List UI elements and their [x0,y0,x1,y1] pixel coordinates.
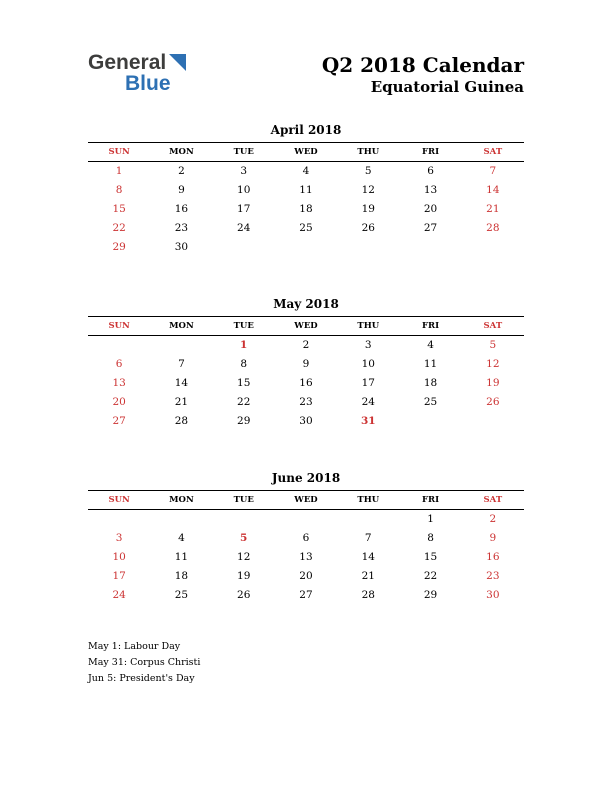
day-cell: 2 [489,513,497,526]
day-cell: 30 [486,589,500,602]
week-row [88,219,524,238]
month-table [88,316,524,431]
day-cell: 17 [237,203,251,216]
month-title: April 2018 [270,123,342,138]
holiday-notes [0,639,612,686]
empty-cell [275,238,337,257]
weekday-header: TUE [213,143,275,162]
day-cell: 28 [361,589,375,602]
day-cell: 9 [302,358,310,371]
day-cell: 28 [486,222,500,235]
day-cell: 17 [112,570,126,583]
day-cell: 5 [240,532,248,545]
holiday-note: May 1: Labour Day [88,641,181,653]
week-row [88,162,524,182]
day-cell: 6 [115,358,123,371]
month-section [88,297,524,431]
day-cell: 10 [361,358,375,371]
day-cell: 15 [423,551,438,564]
day-cell: 21 [174,396,189,409]
title-block [322,54,524,96]
day-cell: 28 [174,415,189,428]
page-subtitle: Equatorial Guinea [370,78,524,96]
day-cell: 26 [237,589,251,602]
day-cell: 4 [178,532,185,545]
month-table [88,490,524,605]
day-cell: 7 [178,358,185,371]
day-cell: 19 [237,570,251,583]
weekday-header: WED [275,317,337,336]
week-row [88,238,524,257]
day-cell: 21 [486,203,500,216]
day-cell: 26 [486,396,500,409]
weekday-header: FRI [399,491,461,510]
day-cell: 8 [115,184,123,197]
week-row [88,393,524,412]
day-cell: 2 [178,165,185,178]
weekday-header: TUE [213,317,275,336]
day-cell: 22 [423,570,438,583]
day-cell: 14 [174,377,189,390]
week-row [88,567,524,586]
week-row [88,200,524,219]
month-section [88,123,524,257]
empty-cell [150,510,212,530]
day-cell: 22 [112,222,126,235]
empty-cell [337,238,399,257]
week-row [88,181,524,200]
weekday-header-row [88,317,524,336]
day-cell: 13 [299,551,313,564]
day-cell: 1 [427,513,434,526]
day-cell: 9 [178,184,185,197]
empty-cell [337,510,399,530]
day-cell: 24 [112,589,126,602]
day-cell: 29 [237,415,251,428]
day-cell: 14 [361,551,375,564]
weekday-header: SUN [88,317,150,336]
holiday-note: May 31: Corpus Christi [88,656,201,668]
day-cell: 11 [174,551,189,564]
week-row [88,374,524,393]
day-cell: 19 [361,203,375,216]
week-row [88,548,524,567]
day-cell: 1 [240,339,248,352]
day-cell: 6 [427,165,434,178]
day-cell: 25 [174,589,189,602]
day-cell: 23 [299,396,313,409]
day-cell: 15 [237,377,251,390]
weekday-header-row [88,143,524,162]
day-cell: 10 [112,551,126,564]
weekday-header: WED [275,143,337,162]
day-cell: 26 [361,222,375,235]
weekday-header: MON [150,317,212,336]
day-cell: 16 [174,203,189,216]
day-cell: 1 [115,165,123,178]
day-cell: 9 [489,532,497,545]
day-cell: 13 [423,184,438,197]
empty-cell [399,238,461,257]
day-cell: 7 [489,165,497,178]
month-table [88,142,524,257]
empty-cell [88,336,150,356]
day-cell: 27 [299,589,313,602]
day-cell: 23 [174,222,189,235]
calendar-months [0,123,612,605]
week-row [88,412,524,431]
empty-cell [462,412,524,431]
weekday-header: SAT [462,143,524,162]
empty-cell [150,336,212,356]
weekday-header: FRI [399,317,461,336]
week-row [88,336,524,356]
day-cell: 18 [174,570,189,583]
day-cell: 5 [489,339,497,352]
day-cell: 12 [237,551,251,564]
day-cell: 16 [486,551,500,564]
month-title: June 2018 [271,471,341,486]
day-cell: 4 [302,165,310,178]
weekday-header: THU [337,143,399,162]
day-cell: 30 [299,415,313,428]
day-cell: 3 [240,165,248,178]
weekday-header: MON [150,491,212,510]
weekday-header: MON [150,143,212,162]
day-cell: 22 [237,396,251,409]
month-title: May 2018 [273,297,339,312]
day-cell: 10 [237,184,251,197]
day-cell: 16 [299,377,313,390]
day-cell: 20 [299,570,313,583]
day-cell: 18 [299,203,313,216]
day-cell: 29 [423,589,438,602]
day-cell: 8 [427,532,434,545]
page-header [0,0,612,96]
day-cell: 24 [237,222,251,235]
day-cell: 25 [299,222,313,235]
logo-top-row [88,52,186,73]
day-cell: 11 [299,184,313,197]
general-blue-logo [88,52,186,94]
day-cell: 29 [112,241,126,254]
day-cell: 14 [486,184,500,197]
empty-cell [462,238,524,257]
day-cell: 20 [112,396,126,409]
day-cell: 7 [364,532,372,545]
weekday-header: SUN [88,491,150,510]
day-cell: 24 [361,396,375,409]
day-cell: 12 [486,358,500,371]
weekday-header: FRI [399,143,461,162]
empty-cell [88,510,150,530]
weekday-header: TUE [213,491,275,510]
day-cell: 3 [364,339,372,352]
empty-cell [275,510,337,530]
month-section [88,471,524,605]
page-title: Q2 2018 Calendar [321,53,524,77]
day-cell: 30 [174,241,189,254]
week-row [88,529,524,548]
day-cell: 5 [364,165,372,178]
logo-triangle-icon [169,54,186,71]
weekday-header: THU [337,317,399,336]
day-cell: 17 [361,377,375,390]
weekday-header-row [88,491,524,510]
day-cell: 21 [361,570,375,583]
day-cell: 2 [302,339,310,352]
day-cell: 25 [423,396,438,409]
empty-cell [399,412,461,431]
weekday-header: SUN [88,143,150,162]
empty-cell [213,238,275,257]
day-cell: 4 [427,339,434,352]
day-cell: 31 [360,415,376,428]
logo-text-general: General [88,51,167,74]
day-cell: 11 [423,358,438,371]
day-cell: 19 [486,377,500,390]
day-cell: 6 [302,532,310,545]
day-cell: 20 [423,203,438,216]
day-cell: 27 [423,222,438,235]
logo-text-blue: Blue [125,72,171,95]
day-cell: 13 [112,377,126,390]
weekday-header: SAT [462,317,524,336]
day-cell: 27 [112,415,126,428]
day-cell: 15 [112,203,126,216]
day-cell: 3 [115,532,123,545]
day-cell: 18 [423,377,438,390]
day-cell: 8 [240,358,248,371]
week-row [88,586,524,605]
empty-cell [213,510,275,530]
week-row [88,510,524,530]
day-cell: 23 [486,570,500,583]
weekday-header: SAT [462,491,524,510]
weekday-header: WED [275,491,337,510]
holiday-note: Jun 5: President's Day [88,672,195,684]
day-cell: 12 [361,184,375,197]
weekday-header: THU [337,491,399,510]
week-row [88,355,524,374]
